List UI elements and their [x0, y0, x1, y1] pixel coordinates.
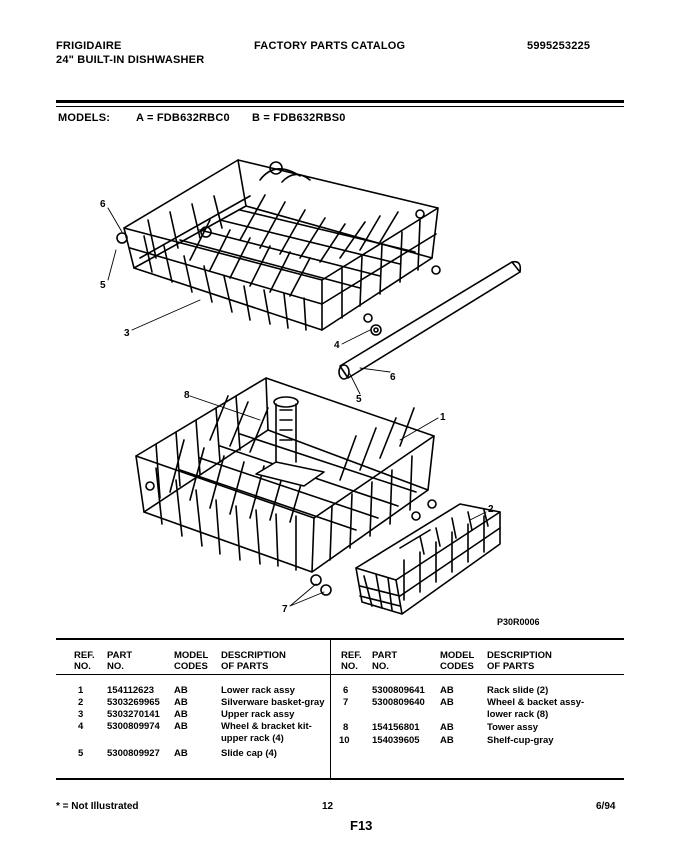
lower-rack-drawing	[136, 378, 436, 595]
header-part: PART NO.	[107, 650, 133, 672]
catalog-title: FACTORY PARTS CATALOG	[254, 40, 406, 52]
header-ref: REF. NO.	[74, 650, 95, 672]
header-model-right: MODEL CODES	[440, 650, 475, 672]
table-row: 2 5303269965 AB Silverware basket-gray	[78, 697, 325, 708]
table-row: 8 154156801 AB Tower assy	[343, 722, 539, 733]
rack-slide-drawing	[339, 262, 520, 379]
section-code: F13	[350, 818, 373, 833]
callout-4: 4	[334, 340, 340, 351]
callout-6-upper: 6	[100, 199, 106, 210]
silverware-basket-drawing	[356, 504, 500, 614]
header-desc: DESCRIPTION OF PARTS	[221, 650, 286, 672]
model-b: B = FDB632RBS0	[252, 112, 346, 124]
table-row: 3 5303270141 AB Upper rack assy	[78, 709, 295, 720]
callout-3: 3	[124, 328, 130, 339]
callout-1: 1	[440, 412, 446, 423]
table-top-rule	[56, 638, 624, 640]
upper-rack-drawing	[117, 160, 440, 330]
table-row: 10 154039605 AB Shelf-cup-gray	[339, 735, 554, 746]
header-rule-thick	[56, 100, 624, 103]
table-row: upper rack (4)	[221, 733, 284, 744]
figure-code: P30R0006	[497, 617, 540, 627]
exploded-parts-diagram	[60, 140, 620, 635]
callout-7: 7	[282, 604, 288, 615]
table-row: 1 154112623 AB Lower rack assy	[78, 685, 295, 696]
catalog-number: 5995253225	[527, 40, 591, 52]
table-row: 7 5300809640 AB Wheel & backet assy-	[343, 697, 585, 708]
header-part-right: PART NO.	[372, 650, 398, 672]
callout-5-slide: 5	[356, 394, 362, 405]
callout-2: 2	[488, 504, 494, 515]
models-label: MODELS:	[58, 112, 111, 124]
header-desc-right: DESCRIPTION OF PARTS	[487, 650, 552, 672]
revision-date: 6/94	[596, 801, 616, 812]
product-name: 24" BUILT-IN DISHWASHER	[56, 54, 205, 66]
callout-leaders	[108, 208, 486, 606]
table-header-rule	[56, 674, 624, 675]
table-row: 6 5300809641 AB Rack slide (2)	[343, 685, 549, 696]
table-row: lower rack (8)	[487, 709, 549, 720]
header-rule-thin	[56, 106, 624, 107]
not-illustrated-note: * = Not Illustrated	[56, 801, 139, 812]
callout-6-slide: 6	[390, 372, 396, 383]
table-row: 5 5300809927 AB Slide cap (4)	[78, 748, 277, 759]
table-row: 4 5300809974 AB Wheel & bracket kit-	[78, 721, 312, 732]
table-bottom-rule	[56, 778, 624, 780]
header-model: MODEL CODES	[174, 650, 209, 672]
header-ref-right: REF. NO.	[341, 650, 362, 672]
callout-8: 8	[184, 390, 190, 401]
page-number: 12	[322, 801, 334, 812]
brand-name: FRIGIDAIRE	[56, 40, 122, 52]
model-a: A = FDB632RBC0	[136, 112, 230, 124]
callout-5-upper: 5	[100, 280, 106, 291]
